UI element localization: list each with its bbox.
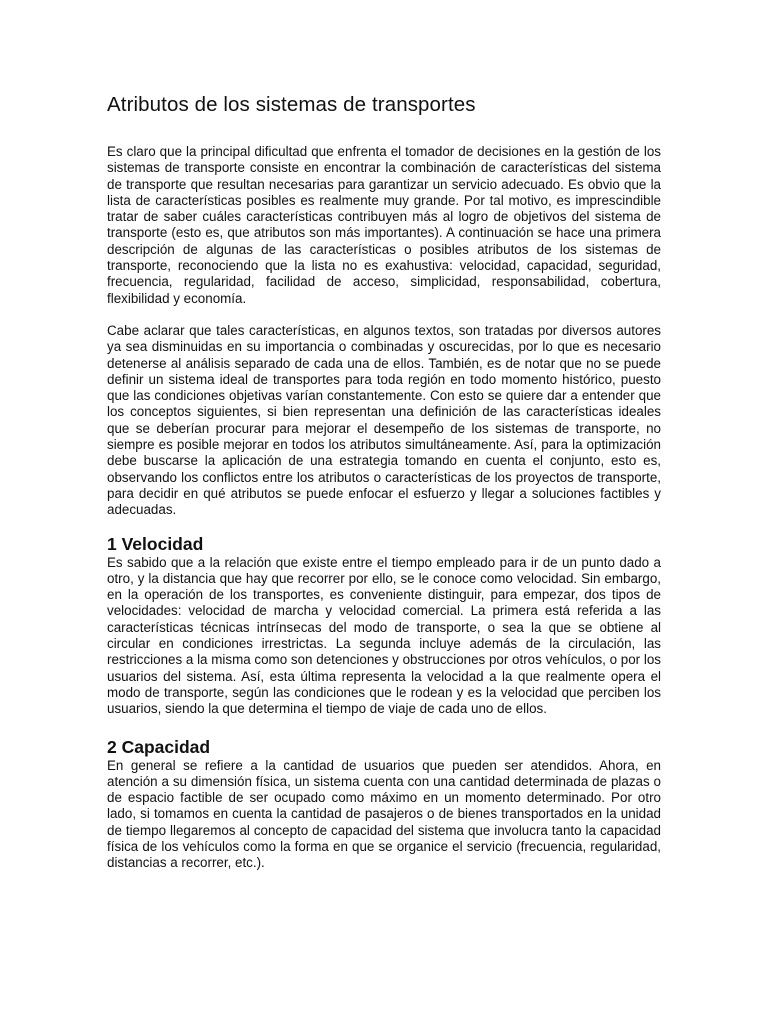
section-capacidad bbox=[107, 736, 661, 872]
section-velocidad bbox=[107, 533, 661, 718]
document-title: Atributos de los sistemas de transportes bbox=[107, 93, 476, 116]
intro-paragraph-1: Es claro que la principal dificultad que enfrenta el tomador de decisiones en la gestión de los sistemas de transporte consiste en encontrar la combinación de características del sistema de transporte que resultan necesarias para garantizar un servicio adecuado. Es obvio que la lista de características posibles es realmente muy grande. Por tal motivo, es imprescindible tratar de saber cuáles características contribuyen más al logro de objetivos del sistema de transporte (esto es, que atributos son más importantes). A continuación se hace una primera descripción de algunas de las características o posibles atributos de los sistemas de transporte, reconociendo que la lista no es exahustiva: velocidad, capacidad, seguridad, frecuencia, regularidad, facilidad de acceso, simplicidad, responsabilidad, cobertura, flexibilidad y economía. bbox=[107, 144, 661, 306]
section-heading-velocidad: 1 Velocidad bbox=[107, 533, 204, 554]
section-body-velocidad: Es sabido que a la relación que existe entre el tiempo empleado para ir de un punto dado a otro, y la distancia que hay que recorrer por ello, se le conoce como velocidad. Sin embargo, en la operación de los transportes, es conveniente distinguir, para empezar, dos tipos de velocidades: velocidad de marcha y velocidad comercial. La primera está referida a las características técnicas intrínsecas del modo de transporte, o sea la que se obtiene al circular en condiciones irrestrictas. La segunda incluye además de la circulación, las restricciones a la misma como son detenciones y obstrucciones por otros vehículos, o por los usuarios del sistema. Así, esta última representa la velocidad a la que realmente opera el modo de transporte, según las condiciones que le rodean y es la velocidad que perciben los usuarios, siendo la que determina el tiempo de viaje de cada uno de ellos. bbox=[107, 554, 661, 717]
section-heading-capacidad: 2 Capacidad bbox=[107, 736, 211, 757]
intro-paragraph-2: Cabe aclarar que tales características, en algunos textos, son tratadas por diversos autores ya sea disminuidas en su importancia o combinadas y oscurecidas, por lo que es necesario detenerse al análisis separado de cada una de ellos. También, es de notar que no se puede definir un sistema ideal de transportes para toda región en todo momento histórico, puesto que las condiciones objetivas varían constantemente. Con esto se quiere dar a entender que los conceptos siguientes, si bien representan una definición de las características ideales que se deberían procurar para mejorar el desempeño de los sistemas de transporte, no siempre es posible mejorar en todos los atributos simultáneamente. Así, para la optimización debe buscarse la aplicación de una estrategia tomando en cuenta el conjunto, esto es, observando los conflictos entre los atributos o características de los proyectos de transporte, para decidir en qué atributos se puede enfocar el esfuerzo y llegar a soluciones factibles y adecuadas. bbox=[107, 322, 661, 518]
section-body-capacidad: En general se refiere a la cantidad de usuarios que pueden ser atendidos. Ahora, en atención a su dimensión física, un sistema cuenta con una cantidad determinada de plazas o de espacio factible de ser ocupado como máximo en un momento determinado. Por otro lado, si tomamos en cuenta la cantidad de pasajeros o de bienes transportados en la unidad de tiempo llegaremos al concepto de capacidad del sistema que involucra tanto la capacidad física de los vehículos como la forma en que se organice el servicio (frecuencia, regularidad, distancias a recorrer, etc.). bbox=[107, 757, 661, 871]
document-page bbox=[107, 92, 661, 890]
